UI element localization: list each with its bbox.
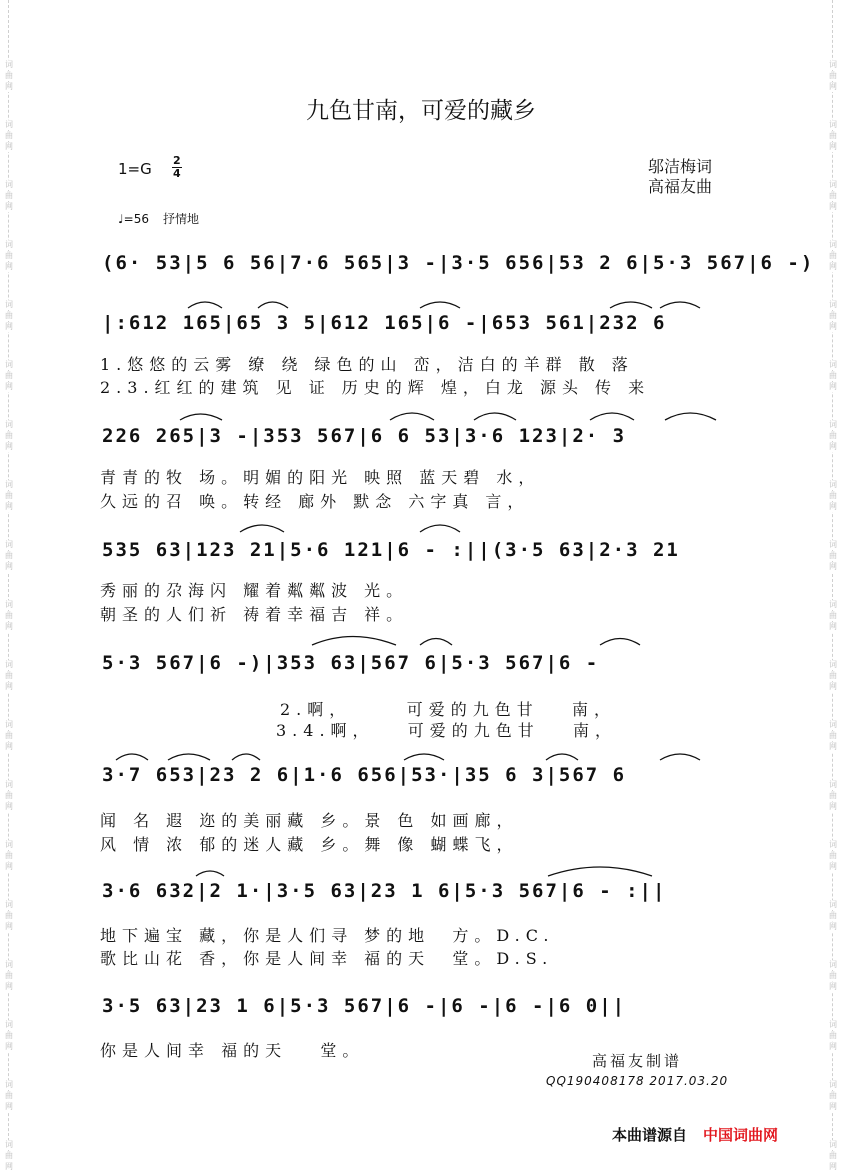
watermark-glyph: 网 — [826, 202, 840, 212]
watermark-glyph: 词 — [2, 180, 16, 190]
slur-arc — [196, 871, 224, 876]
time-signature: 2 4 — [173, 154, 181, 180]
notation-row-7: 3·6 632|2 1·|3·5 63|23 1 6|5·3 567|6 - :|| — [102, 880, 667, 902]
watermark-glyph: 网 — [826, 622, 840, 632]
slur-arc — [420, 302, 460, 308]
lyrics-row-5-verse-1: 2.啊， 可爱的九色甘 南， — [280, 700, 616, 719]
watermark-glyph: 网 — [826, 682, 840, 692]
watermark-glyph: 词 — [826, 780, 840, 790]
slur-arc — [116, 754, 148, 760]
lyricist-credit: 邬洁梅词 — [648, 157, 713, 176]
watermark-glyph: 网 — [2, 982, 16, 992]
watermark-glyph: 词 — [2, 600, 16, 610]
watermark-glyph: 网 — [2, 82, 16, 92]
lyrics-row-6-verse-1: 闻 名 遐 迩的美丽藏 乡。景 色 如画廊， — [100, 811, 519, 830]
watermark-glyph: 网 — [826, 442, 840, 452]
watermark-glyph: 网 — [2, 742, 16, 752]
watermark-glyph: 词 — [826, 540, 840, 550]
notation-row-1: (6· 53|5 6 56|7·6 565|3 -|3·5 656|53 2 6|5·3 567|6 -) — [102, 252, 815, 274]
watermark-glyph: 词 — [826, 420, 840, 430]
watermark-glyph: 网 — [826, 562, 840, 572]
slur-arc — [665, 413, 716, 420]
watermark-glyph: 词 — [826, 1020, 840, 1030]
key-signature: 1=G — [118, 160, 152, 178]
watermark-glyph: 词 — [2, 420, 16, 430]
watermark-glyph: 曲 — [826, 791, 840, 801]
watermark-glyph: 曲 — [2, 731, 16, 741]
watermark-glyph: 词 — [2, 900, 16, 910]
notation-row-5: 5·3 567|6 -)|353 63|567 6|5·3 567|6 - — [102, 652, 600, 674]
watermark-glyph: 曲 — [2, 71, 16, 81]
notation-row-3: 226 265|3 -|353 567|6 6 53|3·6 123|2· 3 — [102, 425, 627, 447]
watermark-glyph: 网 — [2, 682, 16, 692]
watermark-glyph: 网 — [826, 502, 840, 512]
watermark-glyph: 词 — [826, 1140, 840, 1150]
watermark-glyph: 词 — [826, 900, 840, 910]
watermark-glyph: 词 — [826, 360, 840, 370]
expression-text: 抒情地 — [162, 212, 199, 226]
watermark-glyph: 曲 — [2, 911, 16, 921]
watermark-glyph: 词 — [826, 960, 840, 970]
watermark-glyph: 曲 — [2, 1151, 16, 1161]
watermark-glyph: 词 — [2, 360, 16, 370]
notation-row-2: |:612 165|65 3 5|612 165|6 -|653 561|232 6 — [102, 312, 667, 334]
slur-arc — [548, 867, 652, 876]
slur-arc — [610, 302, 652, 308]
watermark-glyph: 网 — [826, 862, 840, 872]
transcriber-signature: 高福友制谱 — [592, 1052, 683, 1070]
lyrics-row-2-verse-2: 2.3.红红的建筑 见 证 历史的辉 煌，白龙 源头 传 来 — [100, 378, 651, 397]
watermark-glyph: 词 — [2, 540, 16, 550]
slur-arc — [180, 414, 222, 420]
watermark-glyph: 词 — [826, 480, 840, 490]
slur-arc — [660, 754, 700, 760]
watermark-glyph: 词 — [2, 960, 16, 970]
watermark-glyph: 曲 — [2, 371, 16, 381]
watermark-glyph: 曲 — [2, 1031, 16, 1041]
watermark-glyph: 曲 — [2, 551, 16, 561]
watermark-glyph: 网 — [2, 382, 16, 392]
lyrics-row-4-verse-1: 秀丽的尕海闪 耀着粼粼波 光。 — [100, 581, 409, 600]
source-site-link[interactable]: 中国词曲网 — [703, 1126, 779, 1144]
watermark-glyph: 网 — [2, 1162, 16, 1172]
watermark-glyph: 曲 — [2, 311, 16, 321]
watermark-glyph: 词 — [826, 180, 840, 190]
watermark-glyph: 网 — [2, 142, 16, 152]
watermark-glyph: 网 — [826, 802, 840, 812]
watermark-glyph: 词 — [2, 780, 16, 790]
slur-arc — [168, 754, 210, 760]
lyrics-row-3-verse-1: 青青的牧 场。明媚的阳光 映照 蓝天碧 水， — [100, 468, 541, 487]
source-label: 本曲谱源自 — [612, 1126, 688, 1144]
watermark-glyph: 曲 — [826, 671, 840, 681]
watermark-glyph: 网 — [826, 382, 840, 392]
lyrics-row-7-verse-1: 地下遍宝 藏，你是人们寻 梦的地 方。D.C. — [100, 926, 555, 945]
watermark-glyph: 网 — [826, 1102, 840, 1112]
slur-arc — [312, 637, 396, 646]
watermark-glyph: 网 — [2, 322, 16, 332]
watermark-glyph: 曲 — [826, 311, 840, 321]
slur-arc — [390, 413, 434, 420]
watermark-glyph: 词 — [2, 1080, 16, 1090]
watermark-glyph: 词 — [826, 660, 840, 670]
watermark-glyph: 网 — [2, 862, 16, 872]
slur-arc — [258, 302, 288, 308]
slur-arc — [474, 413, 516, 420]
watermark-glyph: 曲 — [826, 251, 840, 261]
watermark-glyph: 网 — [826, 1162, 840, 1172]
watermark-glyph: 词 — [2, 300, 16, 310]
watermark-glyph: 网 — [826, 1042, 840, 1052]
watermark-glyph: 曲 — [826, 971, 840, 981]
watermark-glyph: 词 — [2, 240, 16, 250]
watermark-glyph: 曲 — [826, 431, 840, 441]
watermark-glyph: 网 — [2, 202, 16, 212]
notation-row-8: 3·5 63|23 1 6|5·3 567|6 -|6 -|6 -|6 0|| — [102, 995, 627, 1017]
watermark-glyph: 曲 — [2, 1091, 16, 1101]
watermark-glyph: 曲 — [826, 1031, 840, 1041]
watermark-glyph: 词 — [826, 300, 840, 310]
watermark-glyph: 词 — [2, 1140, 16, 1150]
watermark-glyph: 网 — [826, 922, 840, 932]
watermark-glyph: 曲 — [2, 791, 16, 801]
notation-row-4: 535 63|123 21|5·6 121|6 - :||(3·5 63|2·3 21 — [102, 539, 680, 561]
watermark-glyph: 曲 — [826, 131, 840, 141]
composer-credit: 高福友曲 — [648, 177, 713, 196]
watermark-glyph: 词 — [826, 600, 840, 610]
slur-arc — [420, 639, 452, 646]
watermark-glyph: 曲 — [2, 671, 16, 681]
song-title: 九色甘南，可爱的藏乡 — [306, 98, 536, 124]
watermark-glyph: 网 — [826, 82, 840, 92]
watermark-glyph: 曲 — [826, 491, 840, 501]
watermark-glyph: 曲 — [2, 611, 16, 621]
watermark-glyph: 曲 — [826, 371, 840, 381]
watermark-glyph: 网 — [826, 322, 840, 332]
watermark-glyph: 曲 — [2, 491, 16, 501]
lyrics-row-2-verse-1: 1.悠悠的云雾 缭 绕 绿色的山 峦，洁白的羊群 散 落 — [100, 355, 634, 374]
watermark-glyph: 网 — [2, 502, 16, 512]
watermark-glyph: 曲 — [826, 71, 840, 81]
watermark-glyph: 网 — [2, 562, 16, 572]
watermark-glyph: 词 — [2, 1020, 16, 1030]
watermark-glyph: 曲 — [2, 431, 16, 441]
watermark-glyph: 曲 — [826, 911, 840, 921]
watermark-glyph: 词 — [826, 720, 840, 730]
lyrics-row-8: 你是人间幸 福的天 堂。 — [100, 1041, 365, 1060]
watermark-glyph: 曲 — [2, 191, 16, 201]
watermark-glyph: 曲 — [826, 551, 840, 561]
watermark-glyph: 网 — [826, 262, 840, 272]
slur-arc — [600, 639, 640, 646]
lyrics-row-6-verse-2: 风 情 浓 郁的迷人藏 乡。舞 像 蝴蝶飞， — [100, 835, 519, 854]
watermark-glyph: 曲 — [826, 611, 840, 621]
watermark-glyph: 词 — [2, 840, 16, 850]
watermark-glyph: 词 — [2, 480, 16, 490]
watermark-glyph: 曲 — [2, 131, 16, 141]
slur-arc — [240, 525, 284, 532]
contact-date-line: QQ190408178 2017.03.20 — [546, 1074, 729, 1088]
watermark-glyph: 词 — [2, 660, 16, 670]
watermark-glyph: 词 — [2, 120, 16, 130]
watermark-glyph: 词 — [2, 720, 16, 730]
watermark-glyph: 网 — [826, 142, 840, 152]
watermark-glyph: 曲 — [826, 851, 840, 861]
watermark-glyph: 网 — [2, 442, 16, 452]
watermark-glyph: 曲 — [826, 1151, 840, 1161]
slur-arc — [660, 302, 700, 308]
slur-arc — [590, 413, 634, 420]
watermark-glyph: 网 — [2, 922, 16, 932]
lyrics-row-5-verse-2: 3.4.啊， 可爱的九色甘 南， — [276, 721, 618, 740]
lyrics-row-3-verse-2: 久远的召 唤。转经 廊外 默念 六字真 言， — [100, 492, 530, 511]
watermark-glyph: 曲 — [826, 1091, 840, 1101]
watermark-glyph: 词 — [826, 1080, 840, 1090]
slur-arc — [404, 754, 444, 760]
watermark-glyph: 词 — [826, 120, 840, 130]
watermark-glyph: 网 — [826, 982, 840, 992]
lyrics-row-7-verse-2: 歌比山花 香，你是人间幸 福的天 堂。D.S. — [100, 949, 554, 968]
lyrics-row-4-verse-2: 朝圣的人们祈 祷着幸福吉 祥。 — [100, 605, 409, 624]
watermark-glyph: 网 — [2, 262, 16, 272]
watermark-glyph: 词 — [826, 240, 840, 250]
watermark-glyph: 曲 — [826, 191, 840, 201]
watermark-glyph: 曲 — [2, 251, 16, 261]
slur-arc — [546, 754, 578, 760]
watermark-glyph: 网 — [826, 742, 840, 752]
tempo-bpm: ♩=56 — [118, 212, 149, 226]
watermark-glyph: 网 — [2, 1042, 16, 1052]
slur-arc — [232, 754, 260, 760]
watermark-glyph: 词 — [826, 60, 840, 70]
watermark-glyph: 网 — [2, 802, 16, 812]
watermark-glyph: 曲 — [2, 851, 16, 861]
watermark-glyph: 网 — [2, 622, 16, 632]
slur-arc — [188, 302, 222, 308]
watermark-glyph: 网 — [2, 1102, 16, 1112]
notation-row-6: 3·7 653|23 2 6|1·6 656|53·|35 6 3|567 6 — [102, 764, 627, 786]
watermark-glyph: 词 — [2, 60, 16, 70]
slur-arc — [420, 525, 460, 532]
watermark-glyph: 曲 — [826, 731, 840, 741]
watermark-glyph: 曲 — [2, 971, 16, 981]
watermark-glyph: 词 — [826, 840, 840, 850]
